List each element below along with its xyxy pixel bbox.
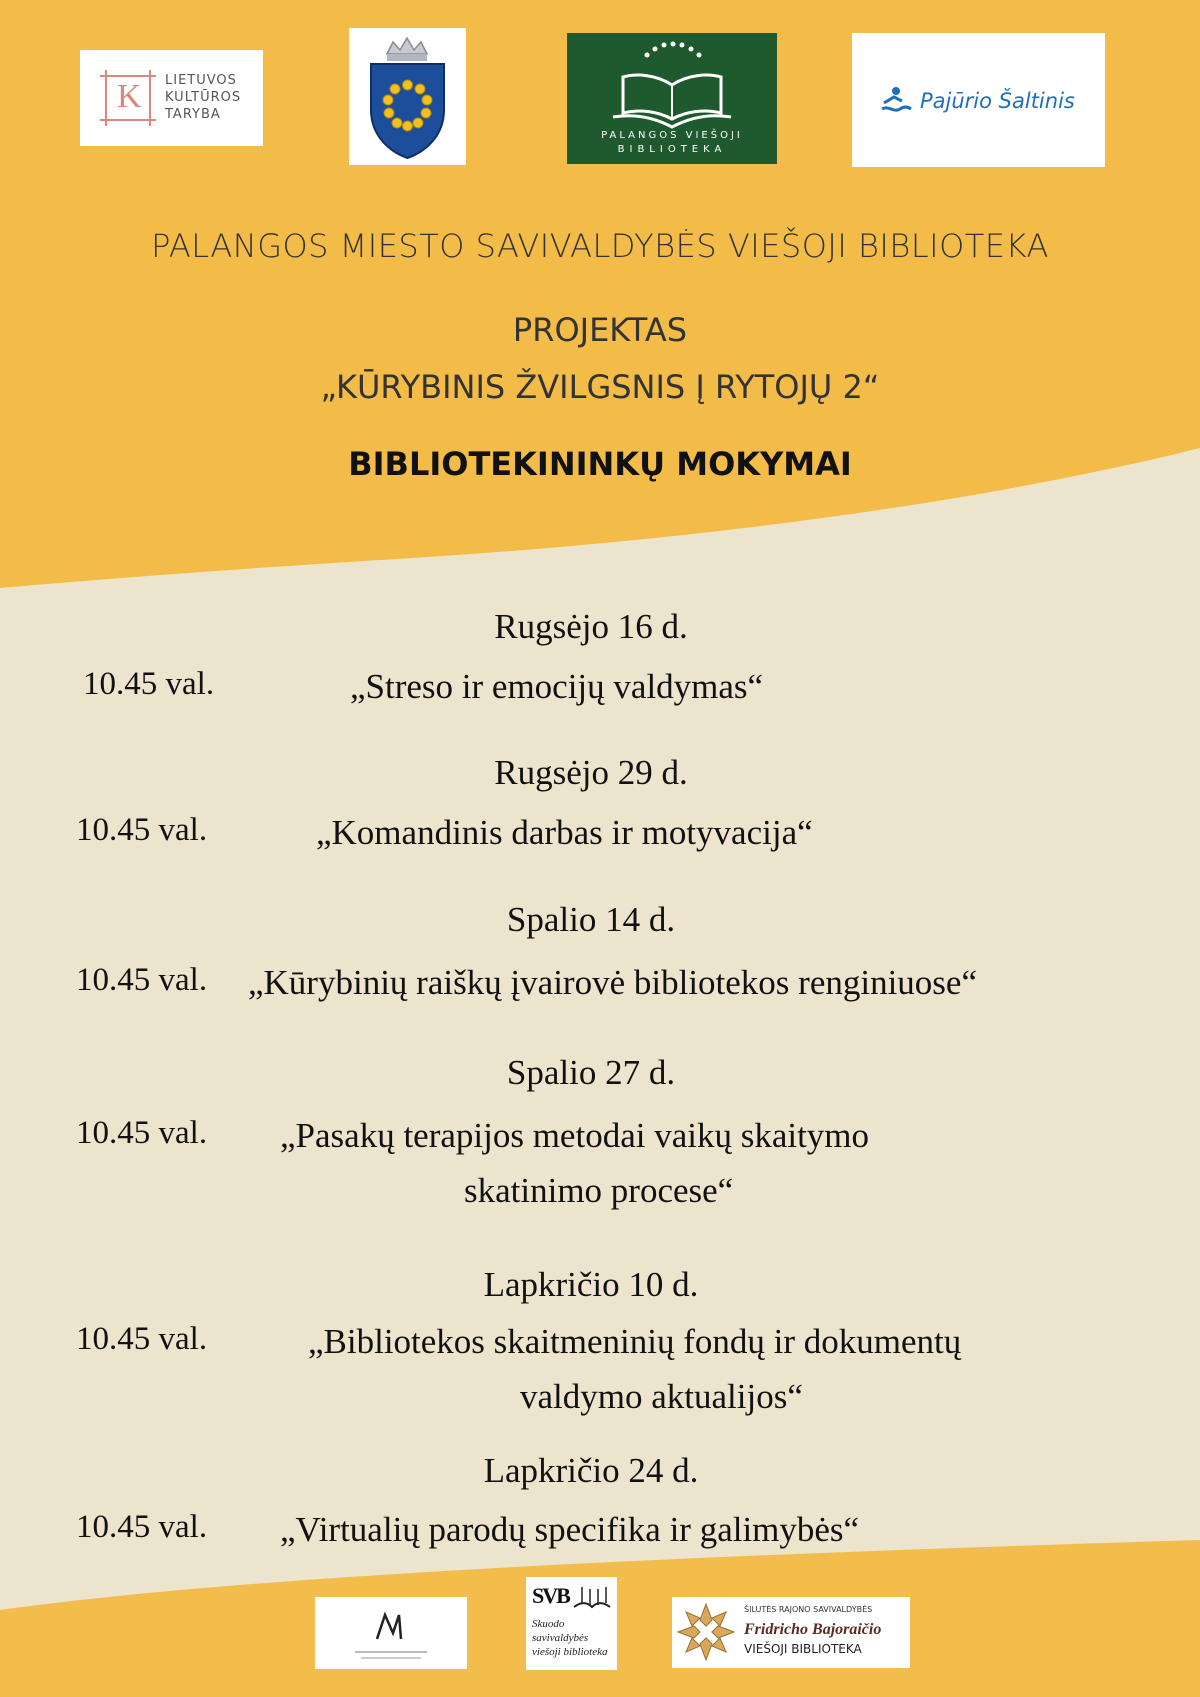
event-title-line: „Kūrybinių raiškų įvairovė bibliotekos renginiuose“ (248, 963, 978, 1002)
skuodas-line-3: viešoji biblioteka (532, 1646, 608, 1658)
ltk-text (165, 72, 241, 123)
logo-ltk (80, 50, 263, 146)
event-time: 10.45 val. (76, 1509, 208, 1545)
ltk-letter: K (117, 78, 142, 115)
event-title-text (232, 805, 1112, 860)
event-title-line: „Virtualių parodų specifika ir galimybės“ (280, 1510, 860, 1549)
swimmer-wave-icon (880, 85, 912, 115)
pvb-line-1: PALANGOS VIEŠOJI (601, 130, 743, 141)
project-name: „KŪRYBINIS ŽVILGSNIS Į RYTOJŲ 2“ (320, 368, 880, 406)
logo-skuodas (526, 1577, 617, 1670)
event-date: Rugsėjo 29 d. (494, 753, 688, 792)
skuodas-line-1: Skuodo (532, 1618, 565, 1630)
event-title-line: skatinimo procese“ (464, 1171, 734, 1210)
ltk-line-1: LIETUVOS (165, 73, 237, 88)
event-title-line: „Pasakų terapijos metodai vaikų skaitymo (280, 1116, 870, 1155)
event-title-line: „Bibliotekos skaitmeninių fondų ir dokumentų (308, 1322, 962, 1361)
logo-pajurio-saltinis (852, 33, 1105, 167)
event-date: Lapkričio 10 d. (483, 1265, 699, 1304)
event-time: 10.45 val. (83, 666, 215, 702)
silute-line-1: ŠILUTĖS RAJONO SAVIVALDYBĖS (744, 1605, 873, 1614)
event-title-text (232, 955, 1112, 1010)
skuodas-mark: SVB (532, 1583, 569, 1608)
pvb-line-2: BIBLIOTEKA (617, 144, 727, 155)
event-time: 10.45 val. (76, 962, 208, 998)
snowflake-ornament-icon (674, 1600, 738, 1664)
event-title: BIBLIOTEKININKŲ MOKYMAI (348, 445, 852, 483)
ltk-line-2: KULTŪROS (165, 90, 242, 105)
logo-m (315, 1597, 467, 1669)
event-time: 10.45 val. (76, 1115, 208, 1151)
logo-silute (672, 1597, 910, 1668)
logo-pvb (567, 33, 777, 164)
silute-line-2: Fridricho Bajoraičio (744, 1621, 882, 1638)
pajurio-text: Pajūrio Šaltinis (920, 89, 1075, 113)
event-title-text (232, 1108, 1112, 1218)
skuodas-text (532, 1617, 607, 1659)
event-date: Spalio 14 d. (506, 900, 676, 939)
event-title-text (232, 1502, 1112, 1557)
event-date: Lapkričio 24 d. (483, 1451, 699, 1490)
m-monogram-icon (315, 1597, 467, 1669)
open-book-icon (567, 33, 777, 133)
event-title-text (232, 659, 1112, 714)
book-mark-icon (572, 1583, 612, 1613)
project-label: PROJEKTAS (512, 311, 688, 349)
event-time: 10.45 val. (76, 812, 208, 848)
library-name: PALANGOS MIESTO SAVIVALDYBĖS VIEŠOJI BIBLIOTEKA (151, 227, 1049, 265)
skuodas-line-2: savivaldybės (532, 1632, 589, 1644)
event-date: Rugsėjo 16 d. (494, 607, 688, 646)
ltk-line-3: TARYBA (165, 107, 221, 122)
logo-coat-of-arms (349, 28, 466, 165)
event-date: Spalio 27 d. (506, 1053, 676, 1092)
event-title-text (232, 1314, 1112, 1424)
silute-line-3: VIEŠOJI BIBLIOTEKA (744, 1642, 862, 1656)
palanga-coat-of-arms-icon (349, 28, 466, 165)
event-title-line: „Streso ir emocijų valdymas“ (350, 667, 764, 706)
event-time: 10.45 val. (76, 1321, 208, 1357)
event-title-line: valdymo aktualijos“ (520, 1377, 803, 1416)
event-title-line: „Komandinis darbas ir motyvacija“ (316, 813, 813, 852)
